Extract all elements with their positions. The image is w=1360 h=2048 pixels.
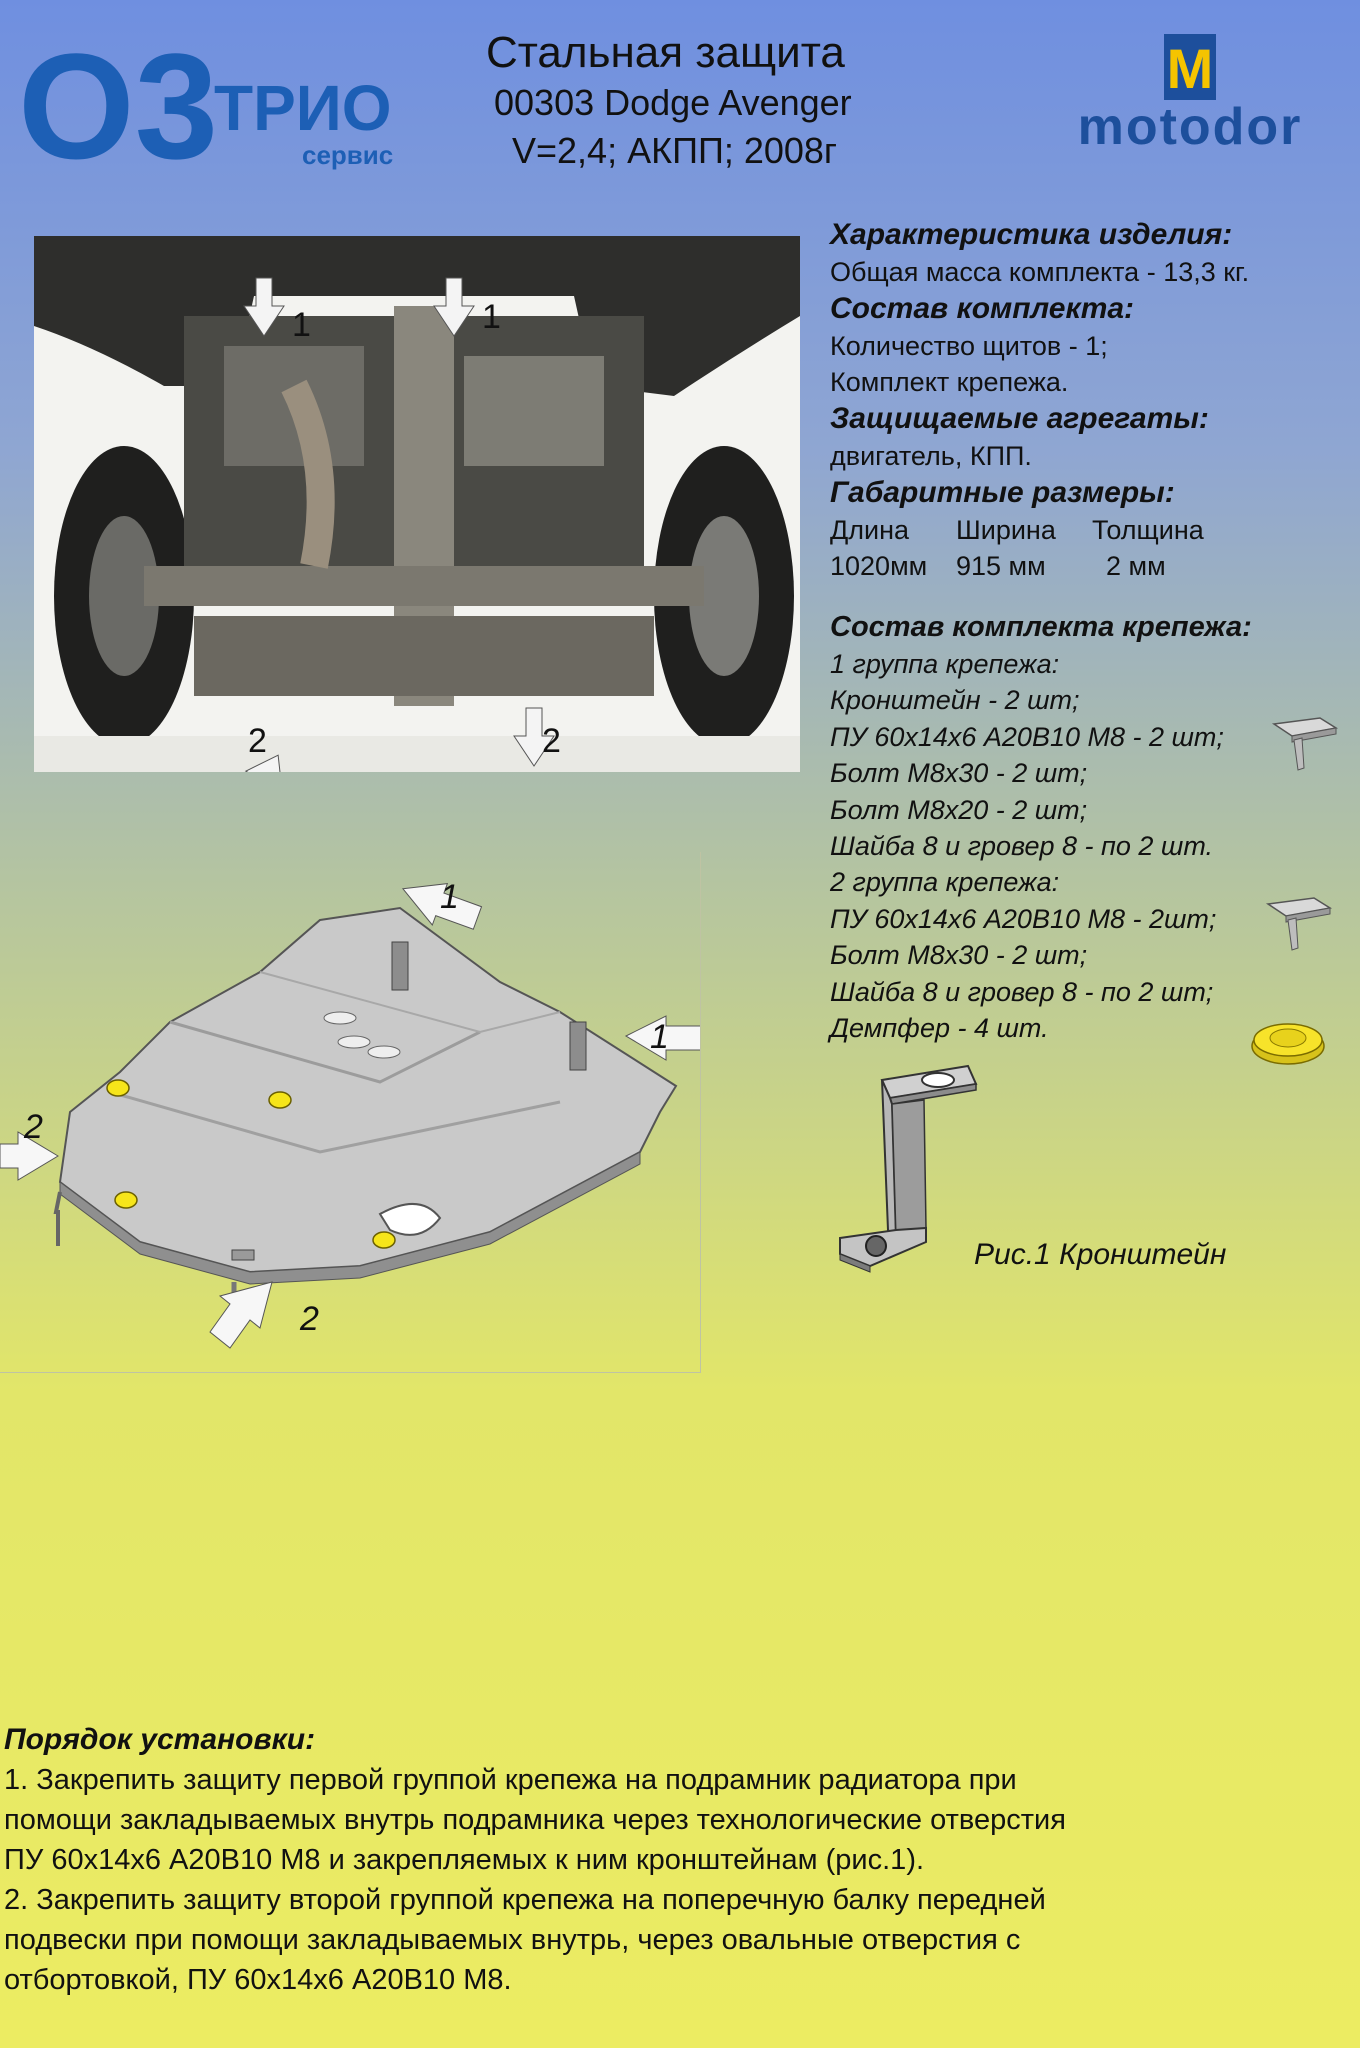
diagram-label-2b [210, 1282, 319, 1348]
fastener-line: Шайба 8 и гровер 8 - по 2 шт. [830, 831, 1214, 862]
fastener-line: Болт М8х20 - 2 шт; [830, 794, 1088, 825]
diagram-label-1b [626, 1016, 700, 1060]
dimensions-table [830, 512, 1350, 584]
trio-service-logo [18, 28, 418, 188]
trio-logo-sub: сервис [302, 140, 394, 170]
fastener-line: ПУ 60х14х6 А20В10 М8 - 2шт; [830, 903, 1217, 934]
characteristics-heading: Характеристика изделия: [830, 218, 1233, 251]
car-underside-photo [34, 236, 800, 772]
svg-text:1: 1 [440, 878, 459, 916]
protected-units: двигатель, КПП. [830, 441, 1032, 471]
damper-icon [1250, 1016, 1326, 1066]
installation-line: ПУ 60х14х6 А20В10 М8 и закрепляемых к ним кронштейнам (рис.1). [4, 1844, 925, 1876]
installation-line: 2. Закрепить защиту второй группой крепежа на поперечную балку передней [4, 1884, 1046, 1916]
fastener-kit: Комплект крепежа. [830, 367, 1069, 397]
kit-heading: Состав комплекта: [830, 292, 1135, 325]
protected-heading: Защищаемые агрегаты: [830, 402, 1209, 435]
fastener-line: Болт М8х30 - 2 шт; [830, 758, 1088, 789]
fastener-line: 1 группа крепежа: [830, 649, 1060, 679]
shields-count: Количество щитов - 1; [830, 331, 1108, 361]
dimension-header-length: Длина [830, 515, 910, 545]
fastener-line: Кронштейн - 2 шт; [830, 685, 1080, 716]
diagram-label-2a [0, 1108, 58, 1180]
dimensions-heading: Габаритные размеры: [830, 476, 1175, 509]
product-specs [830, 216, 1350, 584]
motodor-logo [1040, 34, 1340, 154]
installation-line: помощи закладываемых внутрь подрамника через технологические отверстия [4, 1804, 1066, 1836]
total-mass: Общая масса комплекта - 13,3 кг. [830, 257, 1250, 287]
svg-text:1: 1 [482, 298, 501, 336]
trio-logo-name: ТРИО [214, 72, 392, 144]
svg-text:2: 2 [300, 1300, 319, 1338]
bolt-nut-icon [1270, 712, 1340, 772]
dimension-header-thickness: Толщина [1092, 515, 1204, 545]
installation-line: отбортовкой, ПУ 60х14х6 А20В10 М8. [4, 1964, 512, 1996]
installation-line: 1. Закрепить защиту первой группой крепежа на подрамник радиатора при [4, 1764, 1017, 1796]
svg-text:2: 2 [542, 722, 561, 760]
title-line-1: Стальная защита [486, 28, 845, 77]
svg-text:2: 2 [24, 1108, 43, 1146]
svg-text:1: 1 [292, 306, 311, 344]
motodor-logo-mark: M [1166, 37, 1214, 100]
title-line-3: V=2,4; АКПП; 2008г [512, 129, 838, 171]
title-line-2: 00303 Dodge Avenger [494, 81, 852, 123]
bolt-nut-icon [1264, 892, 1334, 952]
motodor-logo-name: motodor [1077, 98, 1303, 154]
fastener-line: Демпфер - 4 шт. [830, 1013, 1049, 1044]
svg-text:2: 2 [248, 722, 267, 760]
skid-plate-diagram [0, 852, 700, 1372]
dimension-value-width: 915 мм [956, 551, 1046, 581]
fastener-line: Шайба 8 и гровер 8 - по 2 шт; [830, 976, 1214, 1007]
bracket-caption: Рис.1 Кронштейн [974, 1238, 1227, 1271]
fastener-line: 2 группа крепежа: [830, 867, 1060, 898]
dimension-header-width: Ширина [956, 515, 1056, 545]
dimension-value-thickness: 2 мм [1106, 551, 1166, 581]
fasteners-heading: Состав комплекта крепежа: [830, 611, 1252, 643]
bracket-figure [830, 1060, 990, 1280]
product-title [400, 28, 960, 175]
installation-instructions [4, 1720, 1354, 2000]
fastener-kit-list [830, 608, 1350, 1046]
installation-line: подвески при помощи закладываемых внутрь, через овальные отверстия с [4, 1924, 1021, 1956]
trio-logo-badge: О3 [18, 28, 219, 188]
dimension-value-length: 1020мм [830, 551, 928, 581]
fastener-line: Болт М8х30 - 2 шт; [830, 940, 1088, 971]
installation-heading: Порядок установки: [4, 1723, 316, 1756]
fastener-line: ПУ 60х14х6 А20В10 М8 - 2 шт; [830, 721, 1224, 752]
svg-text:1: 1 [650, 1018, 669, 1056]
